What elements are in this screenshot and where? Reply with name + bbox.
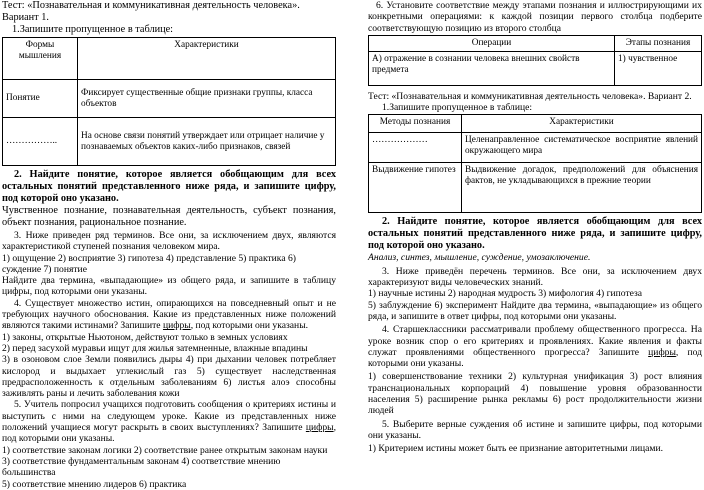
methods-table <box>368 114 702 213</box>
task-5-item: 1) соответствие законам логики 2) соответствие ранее открытым законам науки <box>2 444 328 456</box>
matching-table <box>368 35 702 86</box>
task-2-prompt: 2. Найдите понятие, которое является обобщающим для всех остальных понятий представленного ниже ряда, и запишите цифру, под которой оно указано. <box>368 216 702 252</box>
task-4-items: 1) совершенствование техники 2) культурная унификация 3) рост влияния транснациональных корпораций 4) повышение уровня образованности населения 5) расширение рынка рекламы 6) рост продолжительности жизни людей <box>368 371 702 417</box>
task-2-prompt: 2. Найдите понятие, которое является обобщающим для всех остальных понятий представленного ниже ряда, и запишите цифру, под которой оно указано. <box>2 169 336 204</box>
task-1-prompt: 1.Запишите пропущенное в таблице: <box>382 102 533 114</box>
table-cell: 1) чувственное <box>615 51 702 85</box>
variant-2-title: Тест: «Познавательная и коммуникативная деятельность человека». Вариант 2. <box>368 90 692 102</box>
task-5-prompt: 5. Учитель попросил учащихся подготовить сообщения о критериях истины и выступить с ними на следующем уроке. Какие из представленных ниже положений учащиеся могут раскрыть в своих выступлениях? Запишите цифры, под которыми они указаны. <box>2 399 336 445</box>
table-header-cell: Характеристики <box>462 115 702 133</box>
table-cell: …………….. <box>3 118 78 166</box>
table-cell: Понятие <box>3 80 78 118</box>
task-5-prompt: 5. Выберите верные суждения об истине и запишите цифры, под которыми они указаны. <box>368 418 702 441</box>
task-5-item: 3) соответствие фундаментальным законам 4) соответствие мнению большинства <box>2 455 281 479</box>
task-6-prompt: 6. Установите соответствие между этапами познания и иллюстрирующими их конкретными операциями: к каждой позиции первого столбца подберите соответствующую позицию из второго столбца <box>368 0 702 34</box>
thinking-forms-table <box>2 37 336 166</box>
table-cell: На основе связи понятий утверждает или отрицает наличие у познаваемых объектов каких-либо признаков, связей <box>78 118 336 166</box>
task-2-row: Чувственное познание, познавательная деятельность, субъект познания, объект познания, рациональное познание. <box>2 205 336 228</box>
task-3-prompt: 3. Ниже приведен ряд терминов. Все они, за исключением двух, являются характеристикой ступеней познания человеком мира. <box>2 230 336 253</box>
task-3-list: 1) научные истины 2) народная мудрость 3) мифология 4) гипотеза <box>368 288 643 300</box>
variant-1-column <box>2 0 336 490</box>
task-4-prompt: 4. Существует множество истин, опирающихся на повседневный опыт и не требующих научного обоснования. Какие из представленных ниже положений являются такими истинами? Запишите цифры, под которыми они указаны. <box>2 297 336 332</box>
task-1-prompt: 1.Запишите пропущенное в таблице: <box>12 24 174 35</box>
table-header-cell: Методы познания <box>369 115 462 133</box>
table-header-cell: Операции <box>369 35 615 51</box>
variant-1-title: Тест: «Познавательная и коммуникативная деятельность человека». Вариант 1. <box>2 0 300 23</box>
task-3-prompt: 3. Ниже приведён перечень терминов. Все они, за исключением двух характеризуют виды человеческих знаний. <box>368 265 702 289</box>
task-5-item: 1) Критерием истины может быть ее признание авторитетными лицами. <box>368 443 663 455</box>
task-3-list: 1) ощущение 2) восприятие 3) гипотеза 4) представление 5) практика 6) суждение 7) понятие <box>2 252 296 275</box>
table-header-cell: Характеристики <box>78 38 336 80</box>
task-3-question: Найдите два термина, «выпадающие» из общего ряда, и запишите в таблицу цифры, под которыми они указаны. <box>2 275 336 298</box>
task-4-item: 1) законы, открытые Ньютоном, действуют только в земных условиях <box>2 331 288 343</box>
table-header-cell: Формы мышления <box>3 38 78 80</box>
task-3-question: 5) заблуждение 6) эксперимент Найдите два термина, «выпадающие» из общего ряда, и запишите в ответ цифры, под которыми они указаны. <box>368 299 702 322</box>
table-cell: Выдвижение догадок, предположений для объяснения фактов, не укладывающихся в прежние теории <box>462 163 702 213</box>
task-4-prompt: 4. Старшеклассники рассматривали проблему общественного прогресса. На уроке возник спор о его критериях и проявлениях. Какие явления и факты служат проявлениями общественного прогресса? Запишите цифры, под которыми они указаны. <box>368 324 702 370</box>
task-4-item: 2) перед засухой муравьи ищут для жилья затемненные, влажные впадины <box>2 342 308 354</box>
table-cell: А) отражение в сознании человека внешних свойств предмета <box>369 51 615 85</box>
variant-2-column <box>368 0 702 455</box>
task-5-item: 5) соответствие мнению лидеров 6) практика <box>2 478 187 490</box>
task-4-item: 3) в озоновом слое Земли появились дыры 4) при дыхании человек потребляет кислород и выдыхает углекислый газ 5) существует наследственная предрасположенность к отдельным заболеваниям 6) листья алоэ способны заживлять раны и лечить заболевания кожи <box>2 354 336 400</box>
table-cell: Выдвижение гипотез <box>369 163 462 213</box>
task-2-row: Анализ, синтез, мышление, суждение, умозаключение. <box>368 252 591 264</box>
table-header-cell: Этапы познания <box>615 35 702 51</box>
table-cell: Фиксирует существенные общие признаки группы, класса объектов <box>78 80 336 118</box>
table-cell: Целенаправленное систематическое восприятие явлений окружающего мира <box>462 133 702 163</box>
table-cell: ……………… <box>369 133 462 163</box>
